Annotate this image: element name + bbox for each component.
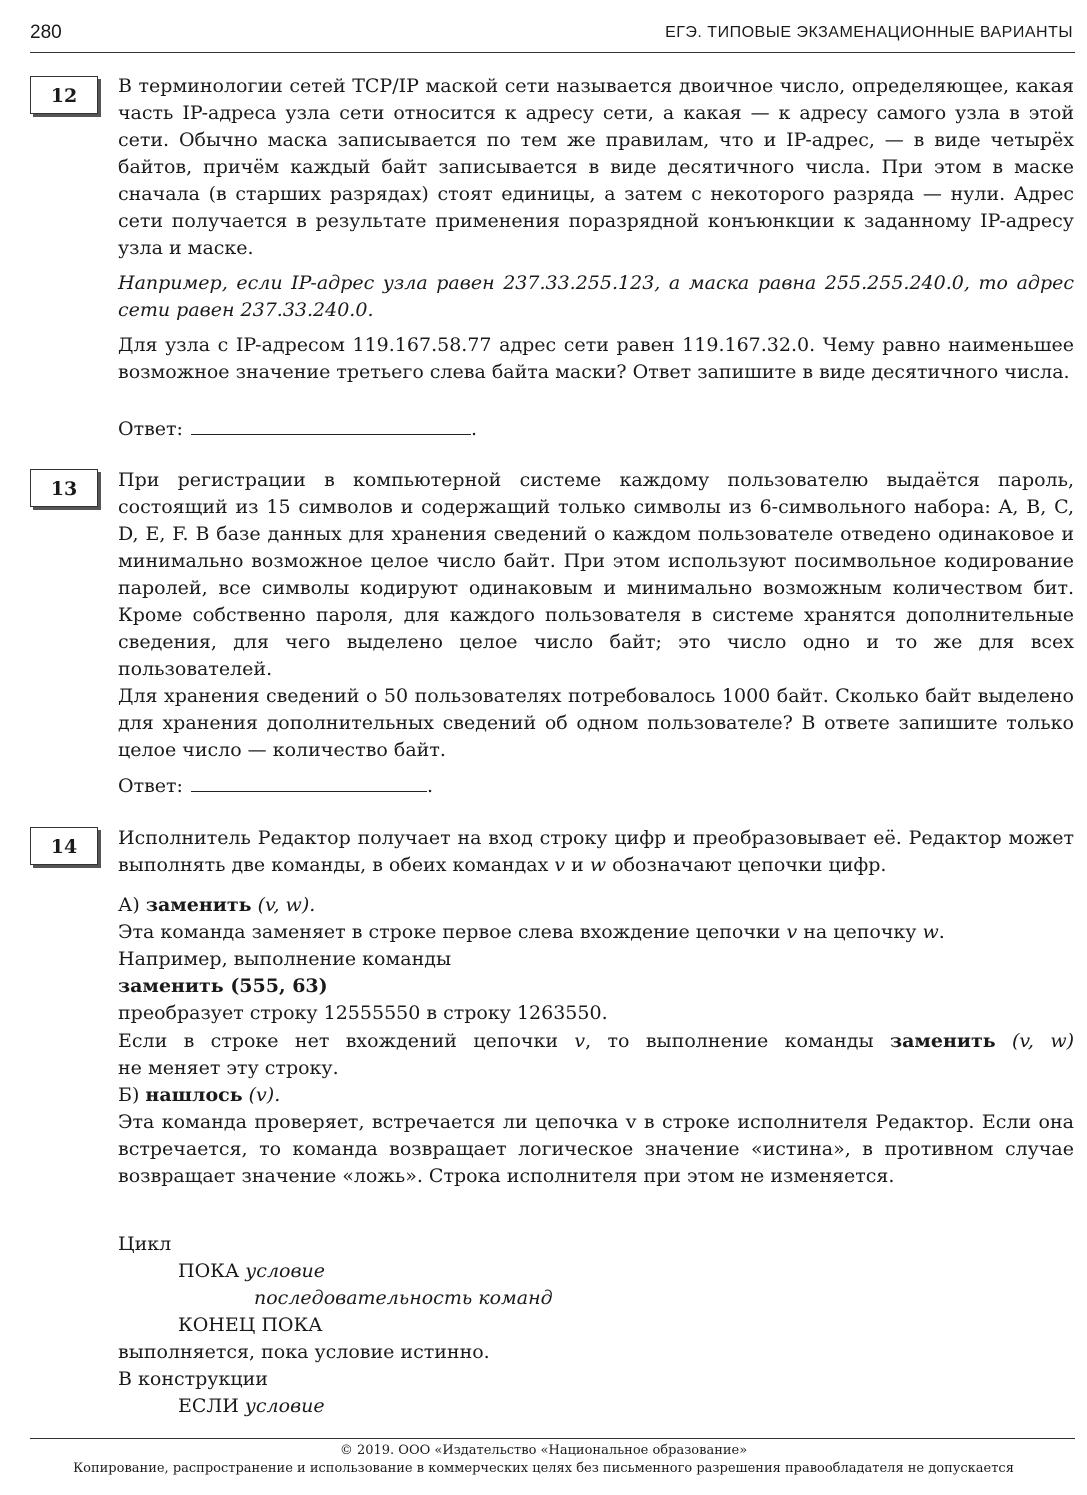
construct-intro: В конструкции: [118, 1368, 268, 1390]
task-number-12: 12: [30, 76, 98, 114]
command-b-description: Эта команда проверяет, встречается ли цепочка v в строке исполнителя Редактор. Если она встречается, то команда возвращает логическое значение «истина», в противном случае возвращает значение «ложь». Строка исполнителя при этом не изменяется.: [118, 1111, 1074, 1187]
footer-notice: Копирование, распространение и использование в коммерческих целях без письменного разрешения правообладателя не допускается: [73, 1461, 1014, 1476]
task-12-answer: Ответ: .: [118, 418, 477, 440]
end-while: КОНЕЦ ПОКА: [178, 1314, 323, 1336]
task-number-13: 13: [30, 469, 98, 507]
example-command: заменить (555, 63): [118, 975, 328, 997]
no-match-rule: Если в строке нет вхождений цепочки v, то выполнение команды заменить (v, w): [118, 1030, 1074, 1052]
answer-label: Ответ:: [118, 775, 183, 797]
loop-description: выполняется, пока условие истинно.: [118, 1341, 490, 1363]
command-b-header: Б) нашлось (v).: [118, 1084, 281, 1106]
task-12-paragraph-1: В терминологии сетей TCP/IP маской сети называется двоичное число, определяющее, какая часть IP-адреса узла сети относится к адресу сети, а какая — к адресу самого узла в этой сети. Обычно маска записывается по тем же правилам, что и IP-адрес, — в виде четырёх байтов, причём каждый байт записывается в виде десятичного числа. При этом в маске сначала (в старших разрядах) стоят единицы, а затем с некоторого разряда — нули. Адрес сети получается в результате применения поразрядной конъюнкции к заданному IP-адресу узла и маске.: [118, 75, 1074, 259]
answer-field[interactable]: [191, 416, 471, 435]
while-line: ПОКА условие: [178, 1260, 326, 1282]
task-13-text: [118, 467, 1074, 764]
footer-divider: [30, 1438, 1075, 1439]
while-body: последовательность команд: [254, 1287, 553, 1309]
if-line: ЕСЛИ условие: [178, 1395, 325, 1417]
task-13-answer: Ответ: .: [118, 775, 433, 797]
loop-label: Цикл: [118, 1233, 172, 1255]
running-title: ЕГЭ. ТИПОВЫЕ ЭКЗАМЕНАЦИОННЫЕ ВАРИАНТЫ: [665, 24, 1073, 41]
task-13-paragraph-2: Для хранения сведений о 50 пользователях потребовалось 1000 байт. Сколько байт выделено для хранения дополнительных сведений об одном пользователе? В ответе запишите только целое число — количество байт.: [118, 685, 1074, 761]
task-13-paragraph-1: При регистрации в компьютерной системе каждому пользователю выдаётся пароль, состоящий из 15 символов и содержащий только символы из 6-символьного набора: A, B, C, D, E, F. В базе данных для хранения сведений о каждом пользователе отведено одинаковое и минимально возможное целое число байт. При этом используют посимвольное кодирование паролей, все символы кодируют одинаковым и минимально возможным количеством бит. Кроме собственно пароля, для каждого пользователя в системе хранятся дополнительные сведения, для чего выделено целое число байт; это число одно и то же для всех пользователей.: [118, 469, 1074, 680]
example-intro: Например, выполнение команды: [118, 948, 452, 970]
task-number-14: 14: [30, 827, 98, 865]
command-a-header: А) заменить (v, w).: [118, 894, 316, 916]
page-header: [30, 20, 1075, 53]
task-14-intro: Исполнитель Редактор получает на вход строку цифр и преобразовывает её. Редактор может выполнять две команды, в обеих командах v и w обозначают цепочки цифр.: [118, 827, 1074, 876]
task-12-paragraph-2: Для узла с IP-адресом 119.167.58.77 адрес сети равен 119.167.32.0. Чему равно наименьшее возможное значение третьего слева байта маски? Ответ запишите в виде десятичного числа.: [118, 334, 1074, 383]
page-number: 280: [30, 22, 62, 43]
no-match-rule-end: не меняет эту строку.: [118, 1057, 339, 1079]
task-12-text: [118, 73, 1074, 386]
task-12-example: Например, если IP-адрес узла равен 237.33.255.123, а маска равна 255.255.240.0, то адрес сети равен 237.33.240.0.: [118, 272, 1074, 321]
command-a-description: Эта команда заменяет в строке первое слева вхождение цепочки v на цепочку w.: [118, 921, 945, 943]
answer-field[interactable]: [191, 773, 427, 792]
example-result: преобразует строку 12555550 в строку 1263550.: [118, 1002, 608, 1024]
footer-copyright: © 2019. ООО «Издательство «Национальное образование»: [339, 1443, 748, 1458]
answer-label: Ответ:: [118, 418, 183, 440]
